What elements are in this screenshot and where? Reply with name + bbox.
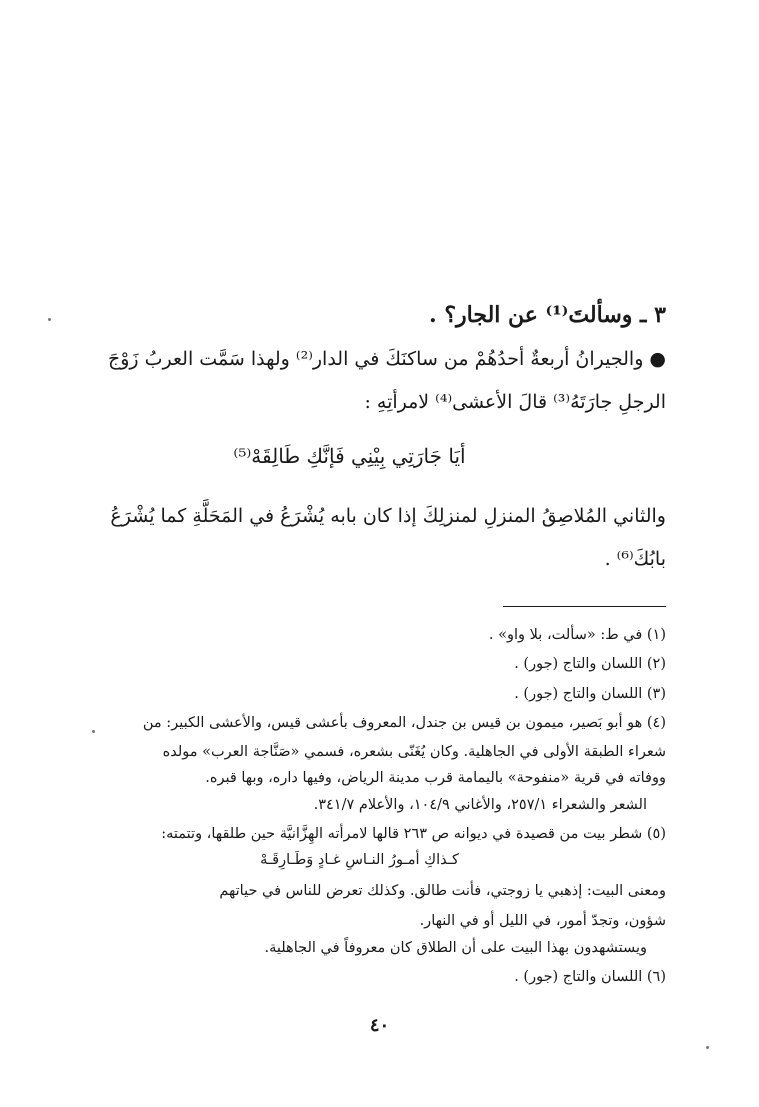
footnote: (٣) اللسان والتاج (جور) . (514, 686, 666, 702)
footnote-continuation: شؤون، وتجدّ أمور، في الليل أو في النهار. (419, 913, 666, 929)
poetry-verse: أيَا جَارَتِي بِيْنِي فَإنَّكِ طَالِقَهْ⁽⁵⁾ (233, 444, 466, 468)
scan-speck (92, 730, 95, 733)
footnote-separator (503, 606, 666, 607)
scan-speck (48, 318, 51, 321)
footnote: (٦) اللسان والتاج (جور) . (514, 969, 666, 985)
footnote-continuation: ويستشهدون بهذا البيت على أن الطلاق كان معروفاً في الجاهلية. (264, 940, 647, 956)
footnote: (١) في ط: «سألت، بلا واو» . (488, 627, 666, 643)
footnote: (٢) اللسان والتاج (جور) . (514, 656, 666, 672)
body-line: والثاني المُلاصِقُ المنزلِ لمنزلِكَ إذا كان بابه يُشْرَعُ في المَحَلَّةِ كما يُشْرَعُ (110, 505, 666, 527)
body-line: ● والجيرانُ أربعةٌ أحدُهُمْ من ساكنَكَ في الدار⁽²⁾ ولهذا سَمَّت العربُ زَوْجَ (107, 348, 666, 370)
scan-speck (706, 1046, 709, 1049)
footnote-references: الشعر والشعراء ٢٥٧/١، والأغاني ١٠٤/٩، والأعلام ٣٤١/٧. (313, 797, 647, 813)
footnote-continuation: ووفاته في قرية «منفوحة» باليمامة قرب مدينة الرياض، وفيها داره، وبها قبره. (205, 770, 666, 786)
footnote: (٤) هو أبو بَصير، ميمون بن قيس بن جندل، المعروف بأعشى قيس، والأعشى الكبير: من (142, 715, 666, 731)
footnote-continuation: شعراء الطبقة الأولى في الجاهلية. وكان يُغَنّى بشعره، فسمي «صَنَّاجة العرب» مولده (162, 744, 666, 760)
section-heading: ٣ ـ وسألتَ⁽¹⁾ عن الجار؟ . (429, 302, 666, 328)
footnote-continuation: ومعنى البيت: إذهبي يا زوجتي، فأنت طالق. وكذلك تعرض للناس في حياتهم (219, 883, 666, 899)
body-line: بابُكَ⁽⁶⁾ . (604, 548, 666, 570)
footnote: (٥) شطر بيت من قصيدة في ديوانه ص ٢٦٣ قالها لامرأته الهِزَّانيَّة حين طلقها، وتتمته: (161, 826, 666, 842)
footnote-verse: كـذاكِ أمـورُ النـاسِ غـادٍ وَطَـارِقَـهْ (260, 852, 459, 868)
body-line: الرجلِ جارَتَهُ⁽³⁾ قالَ الأعشى⁽⁴⁾ لامرأتِهِ : (364, 391, 666, 413)
page-number: ٤٠ (369, 1015, 390, 1036)
